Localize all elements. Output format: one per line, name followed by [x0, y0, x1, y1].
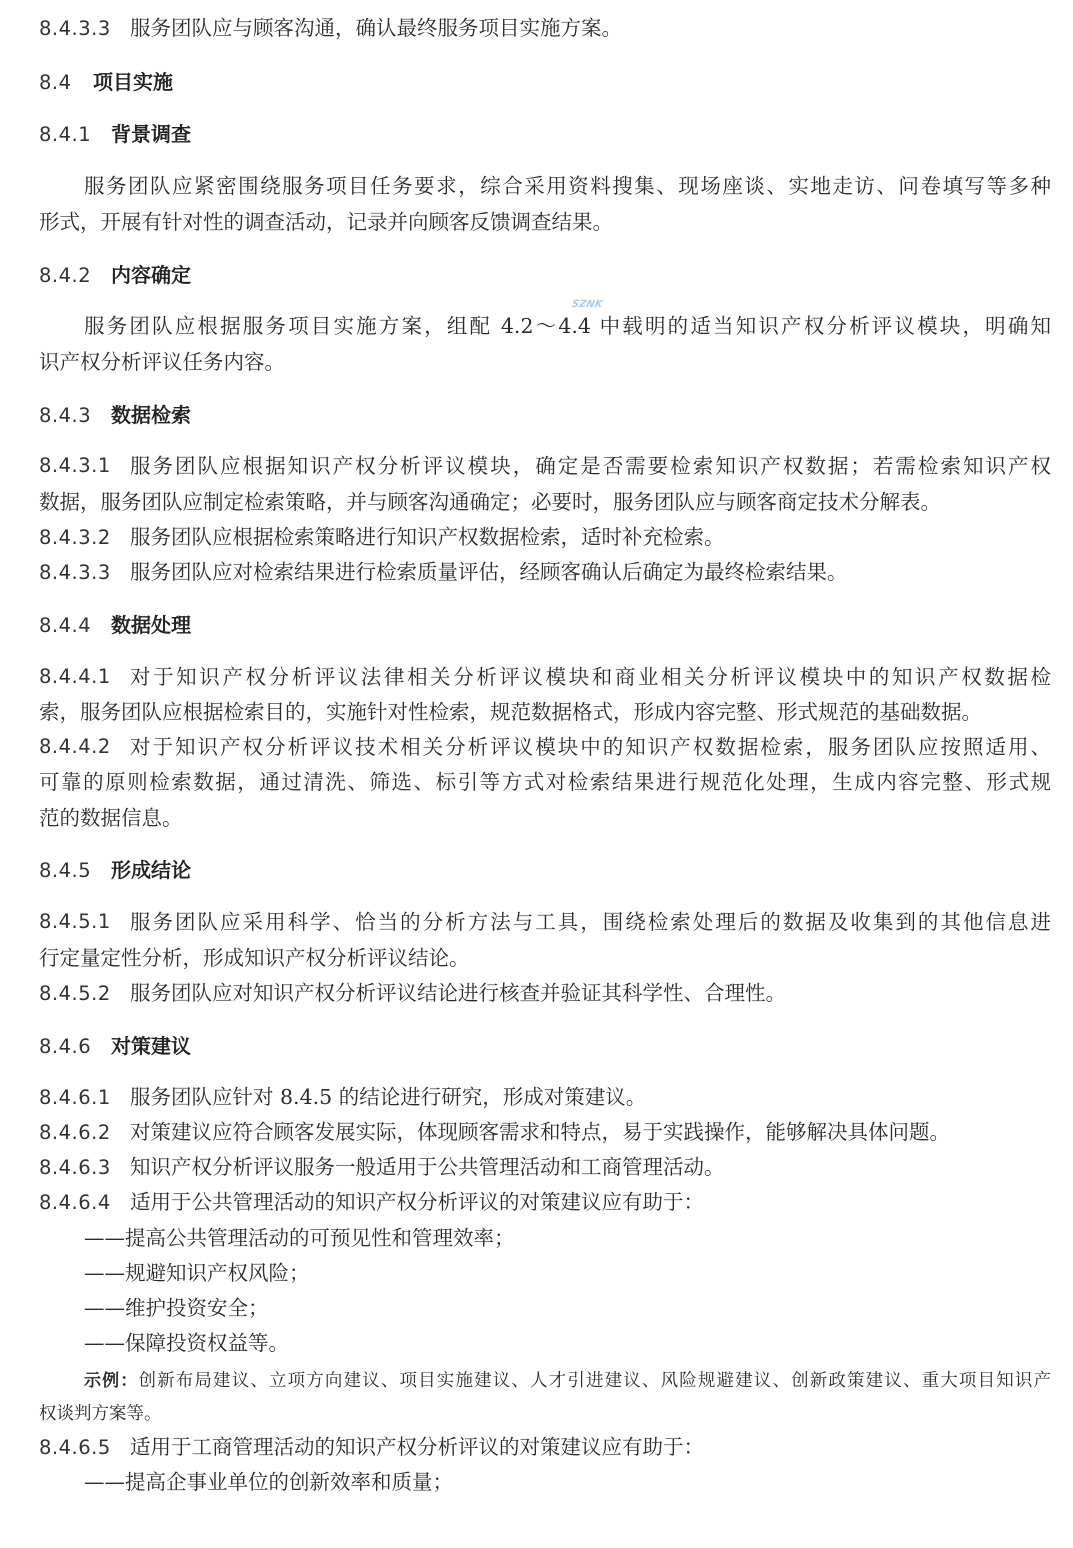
- clause-number: 8.4.4.1: [39, 665, 111, 688]
- clause-text: 内容确定: [111, 263, 191, 287]
- clause-text: 对策建议: [111, 1034, 191, 1058]
- clause-text: 服务团队应针对 8.4.5 的结论进行研究，形成对策建议。: [130, 1085, 647, 1109]
- clause-number: 8.4.3.1: [39, 454, 111, 477]
- clause-line: [39, 1184, 1051, 1220]
- clause-line: [39, 659, 1051, 695]
- clause-text: 对策建议应符合顾客发展实际，体现顾客需求和特点，易于实践操作，能够解决具体问题。: [130, 1120, 950, 1144]
- clause-text: 服务团队应采用科学、恰当的分析方法与工具，围绕检索处理后的数据及收集到的其他信息进: [130, 910, 1051, 934]
- clause-number: 8.4.4.2: [39, 735, 111, 758]
- clause-line: [39, 1114, 1051, 1150]
- section-heading: [39, 64, 1051, 100]
- clause-number: 8.4.6.2: [39, 1121, 111, 1144]
- subsection-heading: [39, 397, 1051, 433]
- clause-number: 8.4.4: [39, 614, 92, 637]
- clause-line: [39, 729, 1051, 765]
- clause-number: 8.4.6.5: [39, 1436, 111, 1459]
- clause-number: 8.4.5: [39, 859, 92, 882]
- clause-number: 8.4.5.2: [39, 982, 111, 1005]
- clause-number: 8.4.1: [39, 123, 92, 146]
- paragraph-line: 数据，服务团队应制定检索策略，并与顾客沟通确定；必要时，服务团队应与顾客商定技术分解表。: [39, 490, 941, 514]
- clause-text: 服务团队应根据检索策略进行知识产权数据检索，适时补充检索。: [130, 525, 725, 549]
- subsection-heading: [39, 852, 1051, 888]
- clause-text: 适用于工商管理活动的知识产权分析评议的对策建议应有助于：: [130, 1435, 704, 1459]
- clause-text: 知识产权分析评议服务一般适用于公共管理活动和工商管理活动。: [130, 1155, 725, 1179]
- list-item: ——规避知识产权风险；: [84, 1261, 310, 1285]
- clause-text: 服务团队应根据知识产权分析评议模块，确定是否需要检索知识产权数据；若需检索知识产权: [130, 454, 1051, 478]
- clause-line: [39, 554, 1051, 590]
- clause-number: 8.4.6.4: [39, 1191, 111, 1214]
- list-item: ——维护投资安全；: [84, 1296, 269, 1320]
- example-note: [39, 1363, 1051, 1399]
- paragraph-line: 形式，开展有针对性的调查活动，记录并向顾客反馈调查结果。: [39, 210, 613, 234]
- clause-text: 背景调查: [111, 122, 191, 146]
- clause-text: 服务团队应对知识产权分析评议结论进行核查并验证其科学性、合理性。: [130, 981, 786, 1005]
- clause-line: [39, 975, 1051, 1011]
- clause-number: 8.4.6.3: [39, 1156, 111, 1179]
- clause-line: [39, 904, 1051, 940]
- clause-number: 8.4.3: [39, 404, 92, 427]
- clause-text: 服务团队应对检索结果进行检索质量评估，经顾客确认后确定为最终检索结果。: [130, 560, 848, 584]
- paragraph-line: 可靠的原则检索数据，通过清洗、筛选、标引等方式对检索结果进行规范化处理，生成内容完整、形式规: [39, 770, 1051, 794]
- paragraph-line: 索，服务团队应根据检索目的，实施针对性检索，规范数据格式，形成内容完整、形式规范的基础数据。: [39, 700, 982, 724]
- paragraph-line: 服务团队应紧密围绕服务项目任务要求，综合采用资料搜集、现场座谈、实地走访、问卷填写等多种: [84, 174, 1051, 198]
- subsection-heading: [39, 1028, 1051, 1064]
- clause-text: 数据处理: [111, 613, 191, 637]
- subsection-heading: [39, 607, 1051, 643]
- clause-text: 创新布局建议、立项方向建议、项目实施建议、人才引进建议、风险规避建议、创新政策建议、重大项目知识产: [138, 1371, 1051, 1391]
- clause-number: 8.4.3.3: [39, 17, 111, 40]
- clause-text: 数据检索: [111, 403, 191, 427]
- clause-number: 8.4.6: [39, 1035, 92, 1058]
- clause-text: 对于知识产权分析评议法律相关分析评议模块和商业相关分析评议模块中的知识产权数据检: [130, 665, 1051, 689]
- list-item: ——提高企事业单位的创新效率和质量；: [84, 1470, 453, 1494]
- clause-text: 适用于公共管理活动的知识产权分析评议的对策建议应有助于：: [130, 1190, 704, 1214]
- paragraph-line: 识产权分析评议任务内容。: [39, 350, 285, 374]
- clause-number: 8.4.3.3: [39, 561, 111, 584]
- clause-number: 8.4.2: [39, 264, 92, 287]
- watermark-logo: SZNK: [570, 299, 604, 310]
- clause-text: 项目实施: [93, 70, 173, 94]
- clause-line: [39, 448, 1051, 484]
- clause-line: [39, 519, 1051, 555]
- clause-line: [39, 1429, 1051, 1465]
- clause-text: 形成结论: [111, 858, 191, 882]
- clause-text: 服务团队应与顾客沟通，确认最终服务项目实施方案。: [130, 16, 622, 40]
- clause-line: [39, 10, 1051, 46]
- clause-number: 8.4.3.2: [39, 526, 111, 549]
- example-label: 示例：: [84, 1371, 139, 1391]
- list-item: ——提高公共管理活动的可预见性和管理效率；: [84, 1226, 515, 1250]
- list-item: ——保障投资权益等。: [84, 1331, 289, 1355]
- subsection-heading: [39, 257, 1051, 293]
- clause-number: 8.4: [39, 71, 72, 94]
- clause-line: [39, 1079, 1051, 1115]
- clause-line: [39, 1149, 1051, 1185]
- paragraph-line: 行定量定性分析，形成知识产权分析评议结论。: [39, 946, 470, 970]
- clause-number: 8.4.5.1: [39, 910, 111, 933]
- clause-text: 对于知识产权分析评议技术相关分析评议模块中的知识产权数据检索，服务团队应按照适用、: [130, 735, 1051, 759]
- paragraph-line: 服务团队应根据服务项目实施方案，组配 4.2～4.4 中载明的适当知识产权分析评议模块，明确知: [84, 314, 1051, 338]
- example-note: 权谈判方案等。: [39, 1404, 162, 1424]
- clause-number: 8.4.6.1: [39, 1086, 111, 1109]
- subsection-heading: [39, 116, 1051, 152]
- paragraph-line: 范的数据信息。: [39, 806, 183, 830]
